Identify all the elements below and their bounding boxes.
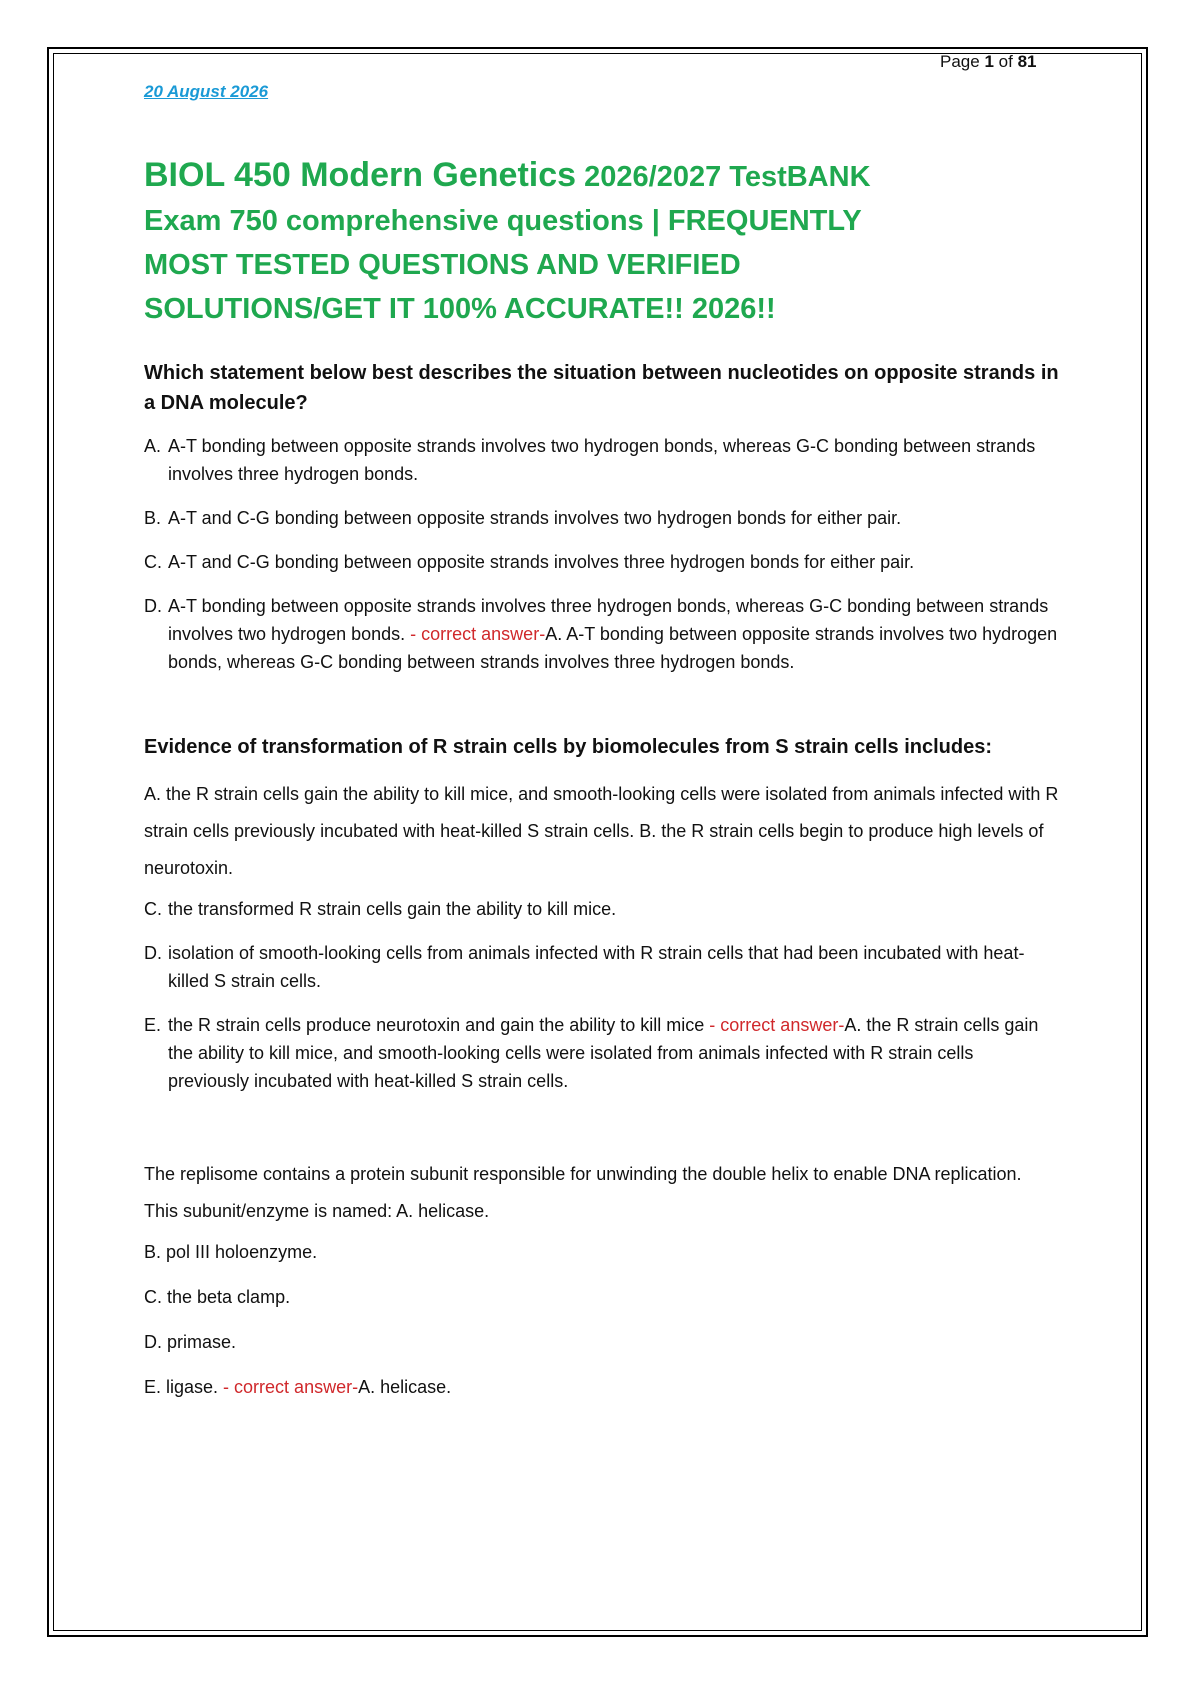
questions-content (144, 358, 1059, 1418)
page-label: Page (940, 52, 980, 71)
option-text: A-T bonding between opposite strands involves three hydrogen bonds, whereas G-C bonding between strands involves two hydrogen bonds. (168, 596, 1049, 644)
option-d (144, 939, 1059, 995)
option-letter: D. (144, 943, 162, 963)
document-date: 20 August 2026 (144, 82, 269, 101)
page-of: of (998, 52, 1013, 71)
option-c: C. the beta clamp. (144, 1287, 291, 1307)
option-a (144, 432, 1059, 488)
option-d: D. primase. (144, 1332, 237, 1352)
question-2-stem: Evidence of transformation of R strain cells by biomolecules from S strain cells includes: (144, 736, 992, 758)
title-line-3: MOST TESTED QUESTIONS AND VERIFIED (144, 249, 741, 281)
option-letter: B. (144, 508, 162, 528)
option-text: the R strain cells produce neurotoxin and gain the ability to kill mice (168, 1015, 710, 1035)
option-text: A-T and C-G bonding between opposite strands involves three hydrogen bonds for either pair. (168, 552, 915, 572)
question-1-stem: Which statement below best describes the situation between nucleotides on opposite strands in a DNA molecule? (144, 362, 1059, 414)
correct-answer-label: - correct answer- (709, 1015, 845, 1035)
option-text: E. ligase. (144, 1377, 224, 1397)
question-3 (144, 1156, 1059, 1401)
correct-answer-text: A. A-T bonding between opposite strands involves two hydrogen bonds, whereas G-C bonding between strands involves three hydrogen bonds. (168, 624, 1058, 672)
option-c (144, 548, 1059, 576)
option-text: A-T bonding between opposite strands involves two hydrogen bonds, whereas G-C bonding between strands involves three hydrogen bonds. (168, 436, 1036, 484)
option-e (144, 1373, 1059, 1401)
page-number (940, 52, 1036, 72)
option-e (144, 1011, 1059, 1095)
option-letter: E. (144, 1015, 162, 1035)
option-b (144, 504, 1059, 532)
page-total: 81 (1017, 52, 1037, 71)
title-year: 2026/2027 TestBANK (576, 161, 871, 193)
correct-answer-text: A. helicase. (358, 1377, 452, 1397)
correct-answer-label: - correct answer- (410, 624, 546, 644)
option-c (144, 895, 1059, 923)
correct-answer-label: - correct answer- (223, 1377, 359, 1397)
question-2 (144, 732, 1059, 1095)
option-letter: A. (144, 436, 162, 456)
question-2-intro: A. the R strain cells gain the ability to kill mice, and smooth-looking cells were isolated from animals infected with R strain cells previously incubated with heat-killed S strain cells. B. the R strain cells begin to produce high levels of neurotoxin. (144, 784, 1059, 878)
title-course: BIOL 450 Modern Genetics (144, 156, 577, 194)
option-text: isolation of smooth-looking cells from animals infected with R strain cells that had been incubated with heat-killed S strain cells. (168, 943, 1025, 991)
correct-answer-text: A. the R strain cells gain the ability to kill mice, and smooth-looking cells were isolated from animals infected with R strain cells previously incubated with heat-killed S strain cells. (168, 1015, 1039, 1091)
option-letter: C. (144, 552, 162, 572)
document-title (144, 153, 1044, 331)
option-text: the transformed R strain cells gain the ability to kill mice. (168, 899, 617, 919)
title-line-4: SOLUTIONS/GET IT 100% ACCURATE!! 2026!! (144, 293, 776, 325)
option-letter: D. (144, 596, 162, 616)
question-3-stem: The replisome contains a protein subunit responsible for unwinding the double helix to enable DNA replication. This subunit/enzyme is named: A. helicase. (144, 1164, 1022, 1221)
option-letter: C. (144, 899, 162, 919)
option-d (144, 592, 1059, 676)
question-1 (144, 358, 1059, 676)
title-line-2: Exam 750 comprehensive questions | FREQUENTLY (144, 205, 862, 237)
option-b: B. pol III holoenzyme. (144, 1242, 318, 1262)
page-current: 1 (984, 52, 994, 71)
option-text: A-T and C-G bonding between opposite strands involves two hydrogen bonds for either pair. (168, 508, 902, 528)
title-line-1 (144, 153, 1044, 199)
